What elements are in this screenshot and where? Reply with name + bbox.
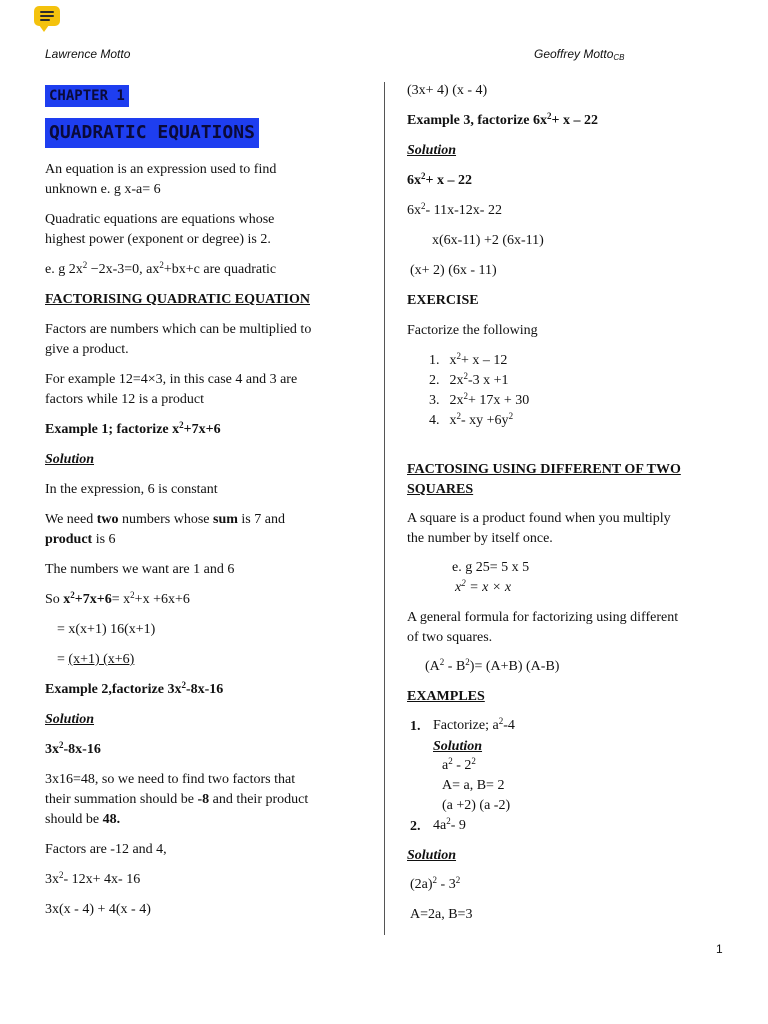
- examples-heading: EXAMPLES: [407, 689, 485, 704]
- example-2-step-2: A=2a, B=3: [410, 907, 473, 922]
- heading-difference-squares-l2: SQUARES: [407, 482, 474, 497]
- example-2-step-1: $(2a)^2 - 3^2$: [410, 875, 461, 892]
- solution-1-line-2: We need two numbers whose sum is 7 and: [45, 512, 285, 527]
- header-right-author: Geoffrey Motto$_{CB}$: [534, 47, 625, 62]
- exercise-instruction: Factorize the following: [407, 323, 538, 338]
- solution-1-line-3: product is 6: [45, 532, 116, 547]
- example-2-solution-label: Solution: [407, 848, 457, 863]
- solution-2-text-l2: their summation should be -8 and their product: [45, 792, 309, 807]
- example-2-question: $4a^2-$ 9: [433, 816, 466, 833]
- solution-3-step-2: x(6x-11) +2 (6x-11): [432, 233, 544, 248]
- exercise-heading: EXERCISE: [407, 293, 479, 308]
- heading-factorising: FACTORISING QUADRATIC EQUATION: [45, 292, 310, 307]
- solution-2-expression: $3x^2-8x-16$: [45, 740, 101, 757]
- solution-1-answer: = (x+1) (x+6): [57, 652, 135, 667]
- solution-3-step-1: $6x^2-$ 11x-12x- 22: [407, 201, 502, 218]
- para-general-l1: A general formula for factorizing using different: [407, 610, 679, 625]
- solution-1-line-5: So $x^2+7x+6= x^2+x +6x+6$: [45, 590, 190, 607]
- para-forexample-l1: For example 12=4×3, in this case 4 and 3 are: [45, 372, 298, 387]
- solution-2-text-l1: 3x16=48, so we need to find two factors that: [45, 772, 296, 787]
- example-3-heading: Example 3, factorize $6x^2+ x - 22$: [407, 111, 598, 128]
- solution-2-step-2: 3x(x - 4) + 4(x - 4): [45, 902, 151, 917]
- solution-1-line-1: In the expression, 6 is constant: [45, 482, 218, 497]
- para-equation-l1: An equation is an expression used to find: [45, 162, 277, 177]
- example-1-step-1: $a^2 - 2^2$: [442, 756, 476, 773]
- para-forexample-l2: factors while 12 is a product: [45, 392, 205, 407]
- chat-icon[interactable]: [34, 6, 60, 26]
- square-example-1: e. g 25= 5 x 5: [452, 560, 530, 575]
- para-factors-l2: give a product.: [45, 342, 129, 357]
- para-square-l2: the number by itself once.: [407, 531, 553, 546]
- solution-2-label: Solution: [45, 712, 95, 727]
- column-divider: [384, 82, 385, 935]
- solution-3-label: Solution: [407, 143, 457, 158]
- example-1-heading: Example 1; factorize $x^2+7x+6$: [45, 420, 221, 437]
- para-square-l1: A square is a product found when you multiply: [407, 511, 671, 526]
- solution-1-label: Solution: [45, 452, 95, 467]
- para-quadratic-l2: highest power (exponent or degree) is 2.: [45, 232, 271, 247]
- solution-2-text-l3: should be 48.: [45, 812, 121, 827]
- solution-1-line-6: = x(x+1) 16(x+1): [57, 622, 156, 637]
- solution-2-answer: (3x+ 4) (x - 4): [407, 83, 488, 98]
- para-example-eg: e. g $2x^2 -2x-3=0$, $ax^2+bx+c$ are quadratic: [45, 260, 277, 277]
- para-equation-l2: unknown e. g x-a= 6: [45, 182, 161, 197]
- example-1-number: 1.: [410, 719, 421, 734]
- example-1-question: Factorize; $a^2-4$: [433, 716, 515, 733]
- exercise-item-2: 2. $2x^2-3$ x +1: [429, 371, 509, 388]
- exercise-item-4: 4. $x^2-$ xy $+6y^2$: [429, 411, 514, 428]
- solution-2-factors: Factors are -12 and 4,: [45, 842, 167, 857]
- square-example-2: $x^2 = x \times x$: [455, 578, 512, 595]
- para-factors-l1: Factors are numbers which can be multiplied to: [45, 322, 312, 337]
- solution-3-answer: (x+ 2) (6x - 11): [410, 263, 497, 278]
- chapter-title: QUADRATIC EQUATIONS: [45, 118, 259, 148]
- para-quadratic-l1: Quadratic equations are equations whose: [45, 212, 275, 227]
- para-general-l2: of two squares.: [407, 630, 493, 645]
- example-1-step-2: A= a, B= 2: [442, 778, 505, 793]
- example-1-step-3: (a +2) (a -2): [442, 798, 511, 813]
- page-number: 1: [716, 942, 723, 956]
- example-2-number: 2.: [410, 819, 421, 834]
- solution-1-line-4: The numbers we want are 1 and 6: [45, 562, 235, 577]
- exercise-item-3: 3. $2x^2+ 17x + 30$: [429, 391, 530, 408]
- heading-difference-squares-l1: FACTOSING USING DIFFERENT OF TWO: [407, 462, 681, 477]
- header-left-author: Lawrence Motto: [45, 47, 131, 61]
- solution-2-step-1: $3x^2-$ 12x+ 4x- 16: [45, 870, 141, 887]
- chapter-label: CHAPTER 1: [45, 85, 129, 107]
- exercise-item-1: 1. $x^2+ x - 12$: [429, 351, 508, 368]
- solution-3-expression: $6x^2+ x - 22$: [407, 171, 472, 188]
- example-2-heading: Example 2,factorize $3x^2-8x-16$: [45, 680, 224, 697]
- example-1-solution-label: Solution: [433, 739, 483, 754]
- difference-squares-formula: $(A^2 - B^2)= (A+B)$ (A-B): [425, 657, 560, 674]
